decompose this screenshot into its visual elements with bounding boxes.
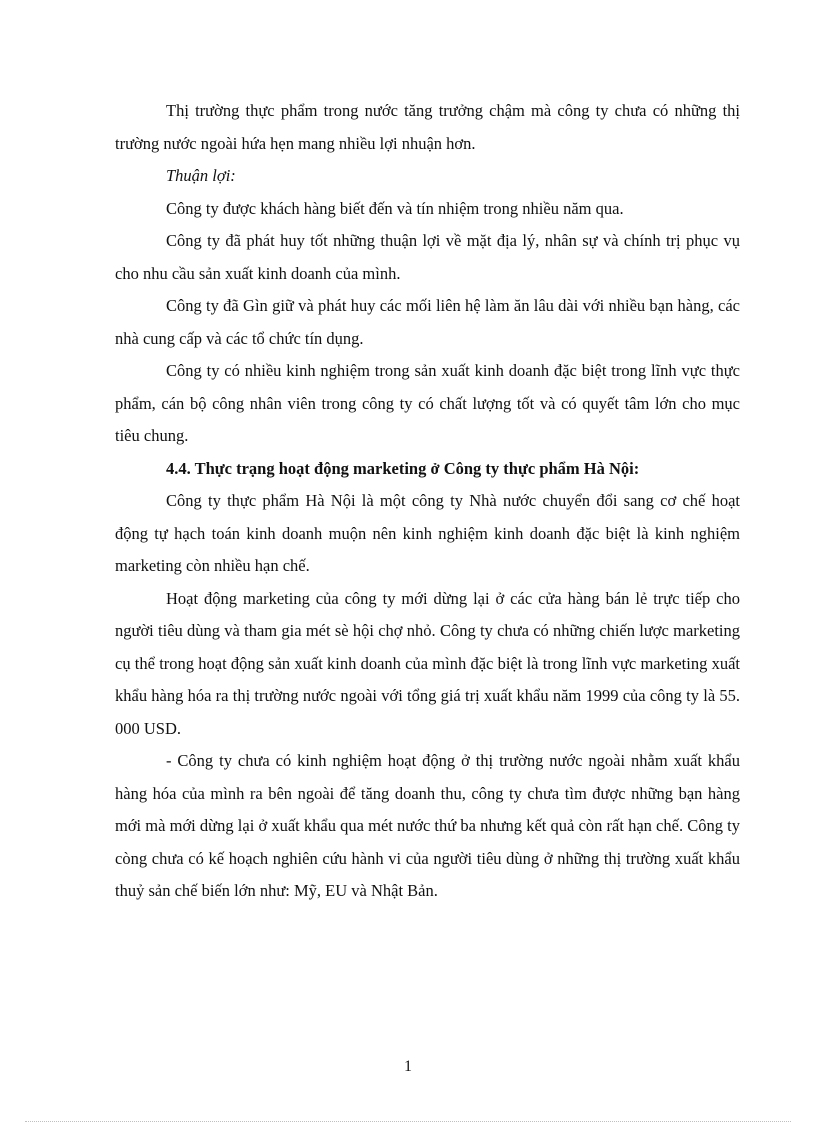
paragraph-partner-relations: Công ty đã Gìn giữ và phát huy các mối liên hệ làm ăn lâu dài với nhiều bạn hàng, các nhà cung cấp và các tổ chức tín dụng. bbox=[115, 296, 740, 348]
paragraph-marketing-activities: Hoạt động marketing của công ty mới dừng lại ở các cửa hàng bán lẻ trực tiếp cho người tiêu dùng và tham gia mét sè hội chợ nhỏ. Công ty chưa có những chiến lược marketing cụ thể trong hoạt động sản xuất kinh doanh của mình đặc biệt là trong lĩnh vực marketing xuất khẩu hàng hóa ra thị trường nước ngoài với tổng giá trị xuất khẩu năm 1999 của công ty là 55. 000 USD. bbox=[115, 588, 740, 738]
paragraph-company-background: Công ty thực phẩm Hà Nội là một công ty Nhà nước chuyển đổi sang cơ chế hoạt động tự hạch toán kinh doanh muộn nên kinh nghiệm kinh doanh đặc biệt là kinh nghiệm marketing còn nhiều hạn chế. bbox=[115, 491, 740, 575]
document-body bbox=[115, 95, 740, 908]
paragraph-customer-trust: Công ty được khách hàng biết đến và tín nhiệm trong nhiều năm qua. bbox=[166, 198, 624, 218]
page-bottom-divider bbox=[25, 1121, 791, 1122]
paragraph-geography-advantages: Công ty đã phát huy tốt những thuận lợi về mặt địa lý, nhân sự và chính trị phục vụ cho nhu cầu sản xuất kinh doanh của mình. bbox=[115, 231, 740, 283]
section-heading-marketing: 4.4. Thực trạng hoạt động marketing ở Công ty thực phẩm Hà Nội: bbox=[166, 458, 640, 478]
paragraph-export-experience: - Công ty chưa có kinh nghiệm hoạt động ở thị trường nước ngoài nhằm xuất khẩu hàng hóa của mình ra bên ngoài để tăng doanh thu, công ty chưa tìm được những bạn hàng mới mà mới dừng lại ở xuất khẩu qua mét nước thứ ba nhưng kết quả còn rất hạn chế. Công ty còng chưa có kế hoạch nghiên cứu hành vi của người tiêu dùng ở những thị trường xuất khẩu thuỷ sản chế biến lớn như: Mỹ, EU và Nhật Bản. bbox=[115, 751, 740, 900]
page-number: 1 bbox=[404, 1058, 412, 1075]
paragraph-experience: Công ty có nhiều kinh nghiệm trong sản xuất kinh doanh đặc biệt trong lĩnh vực thực phẩm, cán bộ công nhân viên trong công ty có chất lượng tốt và có quyết tâm lớn cho mục tiêu chung. bbox=[115, 361, 740, 445]
subheading-advantages: Thuận lợi: bbox=[166, 166, 236, 185]
paragraph-market-growth: Thị trường thực phẩm trong nước tăng trưởng chậm mà công ty chưa có những thị trường nước ngoài hứa hẹn mang nhiều lợi nhuận hơn. bbox=[115, 101, 740, 153]
